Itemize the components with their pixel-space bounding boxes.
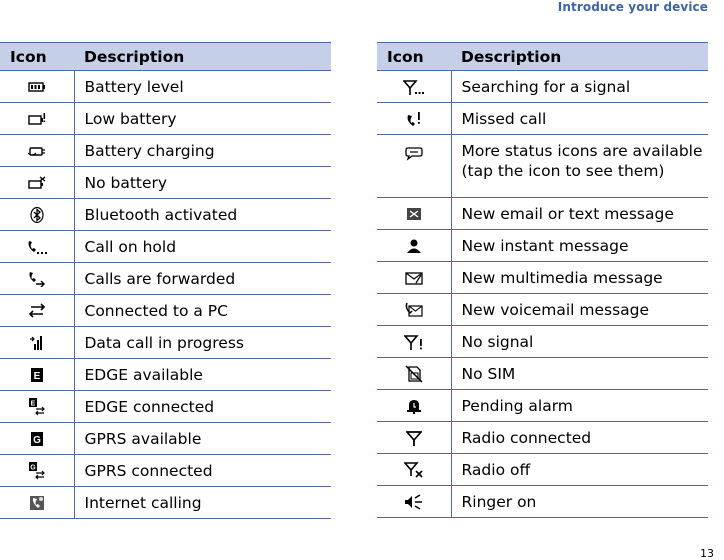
- table-row: [0, 263, 331, 295]
- row-description: New voicemail message: [451, 294, 708, 326]
- battery-charging-icon: [28, 142, 46, 160]
- more-status-icon: [405, 144, 423, 162]
- svg-text:G: G: [30, 464, 36, 472]
- instant-message-icon: [406, 237, 422, 255]
- call-on-hold-icon: [26, 238, 48, 256]
- table-header-row: [377, 43, 708, 71]
- row-description: Battery charging: [74, 135, 331, 167]
- row-description: Radio off: [451, 454, 708, 486]
- no-sim-icon: [405, 365, 423, 383]
- column-header-icon: Icon: [0, 43, 74, 71]
- row-description: Ringer on: [451, 486, 708, 518]
- row-description: No signal: [451, 326, 708, 358]
- table-row: [0, 295, 331, 327]
- table-row: [0, 359, 331, 391]
- table-row: [0, 455, 331, 487]
- call-forwarded-icon: [27, 270, 47, 288]
- table-row: [377, 71, 708, 103]
- table-row: [377, 422, 708, 454]
- new-email-icon: [406, 205, 422, 223]
- row-description: GPRS available: [74, 423, 331, 455]
- row-description: Data call in progress: [74, 327, 331, 359]
- table-row: [0, 135, 331, 167]
- searching-signal-icon: [403, 78, 425, 96]
- pending-alarm-icon: [406, 397, 422, 415]
- row-description: No SIM: [451, 358, 708, 390]
- row-description: Call on hold: [74, 231, 331, 263]
- ringer-on-icon: [404, 493, 424, 511]
- table-row: [377, 326, 708, 358]
- table-row: [377, 294, 708, 326]
- table-row: [377, 103, 708, 135]
- edge-available-icon: [30, 366, 44, 384]
- table-row: [377, 390, 708, 422]
- row-description: Bluetooth activated: [74, 199, 331, 231]
- no-battery-icon: [28, 174, 46, 192]
- table-row: [377, 262, 708, 294]
- row-description: EDGE connected: [74, 391, 331, 423]
- row-description: Searching for a signal: [451, 71, 708, 103]
- column-header-icon: Icon: [377, 43, 451, 71]
- table-row: [377, 486, 708, 518]
- table-row: [0, 167, 331, 199]
- table-row: [377, 198, 708, 230]
- row-description: More status icons are available (tap the icon to see them): [451, 135, 708, 198]
- svg-text:E: E: [33, 371, 41, 382]
- page-number: 13: [700, 547, 714, 560]
- table-row: [0, 199, 331, 231]
- row-description: No battery: [74, 167, 331, 199]
- missed-call-icon: [405, 110, 423, 128]
- row-description: Calls are forwarded: [74, 263, 331, 295]
- icon-table-right: [377, 42, 708, 518]
- no-signal-icon: [404, 333, 424, 351]
- row-description: GPRS connected: [74, 455, 331, 487]
- column-header-description: Description: [451, 43, 708, 71]
- table-row: [377, 230, 708, 262]
- connected-pc-icon: [27, 302, 47, 320]
- table-row: [377, 358, 708, 390]
- row-description: Battery level: [74, 71, 331, 103]
- row-description: Connected to a PC: [74, 295, 331, 327]
- gprs-available-icon: [30, 430, 44, 448]
- table-row: [0, 327, 331, 359]
- row-description: New multimedia message: [451, 262, 708, 294]
- running-header: Introduce your device: [557, 0, 708, 14]
- table-row: [377, 135, 708, 198]
- row-description: Low battery: [74, 103, 331, 135]
- gprs-connected-icon: [28, 462, 46, 480]
- row-description: Pending alarm: [451, 390, 708, 422]
- table-row: [0, 391, 331, 423]
- row-description: Internet calling: [74, 487, 331, 519]
- data-call-icon: [29, 334, 45, 352]
- edge-connected-icon: [28, 398, 46, 416]
- multimedia-message-icon: [405, 269, 423, 287]
- internet-calling-icon: [29, 494, 45, 512]
- low-battery-icon: [28, 110, 46, 128]
- row-description: New email or text message: [451, 198, 708, 230]
- radio-connected-icon: [406, 429, 422, 447]
- bluetooth-icon: [30, 206, 44, 224]
- row-description: New instant message: [451, 230, 708, 262]
- svg-text:G: G: [32, 435, 41, 446]
- row-description: Missed call: [451, 103, 708, 135]
- table-row: [0, 423, 331, 455]
- table-row: [0, 71, 331, 103]
- table-row: [0, 231, 331, 263]
- battery-level-icon: [28, 78, 46, 96]
- svg-text:E: E: [30, 400, 36, 408]
- row-description: EDGE available: [74, 359, 331, 391]
- radio-off-icon: [404, 461, 424, 479]
- table-row: [377, 454, 708, 486]
- row-description: Radio connected: [451, 422, 708, 454]
- icon-table-left: [0, 42, 331, 519]
- table-row: [0, 487, 331, 519]
- table-header-row: [0, 43, 331, 71]
- voicemail-icon: [405, 301, 423, 319]
- column-header-description: Description: [74, 43, 331, 71]
- table-row: [0, 103, 331, 135]
